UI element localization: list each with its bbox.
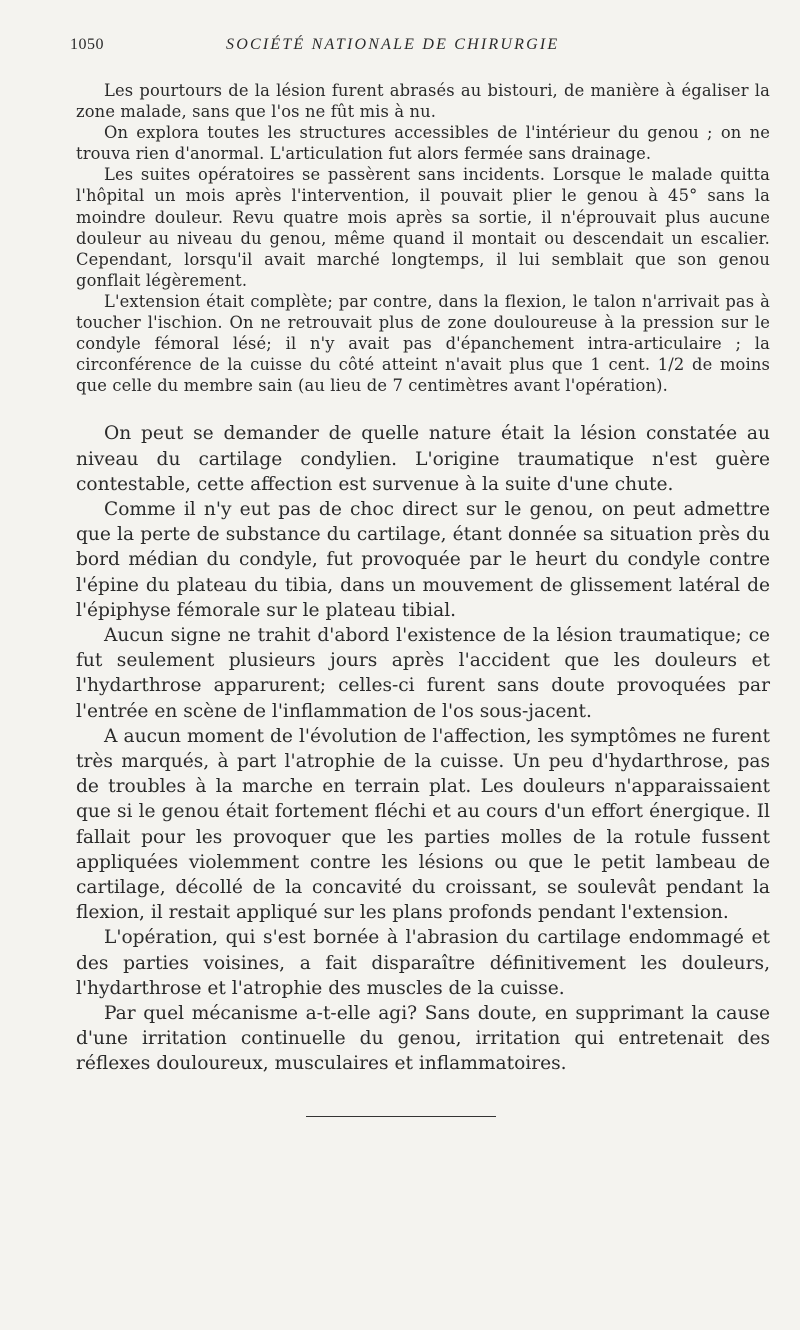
running-title: SOCIÉTÉ NATIONALE DE CHIRURGIE — [226, 36, 560, 53]
small-paragraph: On explora toutes les structures accessibles de l'intérieur du genou ; on ne trouva rien d'anormal. L'articulation fut alors fermée sans drainage. — [76, 123, 770, 164]
small-paragraph: Les suites opératoires se passèrent sans incidents. Lorsque le malade quitta l'hôpital un mois après l'intervention, il pouvait plier le genou à 45° sans la moindre douleur. Revu quatre mois après sa sortie, il n'éprouvait plus aucune douleur au niveau du genou, même quand il montait ou descendait un escalier. Cependant, lorsqu'il avait marché longtemps, il lui semblait que son genou gonflait légèrement. — [76, 165, 770, 290]
body-paragraph: Aucun signe ne trahit d'abord l'existence de la lésion traumatique; ce fut seulement plusieurs jours après l'accident que les douleurs et l'hydarthrose apparurent; celles-ci furent sans doute provoquées par l'entrée en scène de l'inflammation de l'os sous-jacent. — [76, 625, 770, 722]
body-paragraph: Par quel mécanisme a-t-elle agi? Sans doute, en supprimant la cause d'une irritation continuelle du genou, irritation qui entretenait des réflexes douloureux, musculaires et inflammatoires. — [76, 1003, 770, 1075]
end-rule — [306, 1116, 496, 1117]
page-header — [70, 36, 770, 66]
body-paragraph: On peut se demander de quelle nature était la lésion constatée au niveau du cartilage condylien. L'origine traumatique n'est guère contestable, cette affection est survenue à la suite d'une chute. — [76, 423, 770, 495]
page — [70, 36, 770, 1077]
discussion-text — [76, 421, 770, 1076]
small-paragraph: Les pourtours de la lésion furent abrasés au bistouri, de manière à égaliser la zone malade, sans que l'os ne fût mis à nu. — [76, 81, 770, 122]
page-number: 1050 — [70, 36, 104, 53]
body-paragraph: Comme il n'y eut pas de choc direct sur le genou, on peut admettre que la perte de substance du cartilage, étant donnée sa situation près du bord médian du condyle, fut provoquée par le heurt du condyle contre l'épine du plateau du tibia, dans un mouvement de glissement latéral de l'épiphyse fémorale sur le plateau tibial. — [76, 499, 770, 621]
small-paragraph: L'extension était complète; par contre, dans la flexion, le talon n'arrivait pas à toucher l'ischion. On ne retrouvait plus de zone douloureuse à la pression sur le condyle fémoral lésé; il n'y avait pas d'épanchement intra-articulaire ; la circonférence de la cuisse du côté atteint n'avait plus que 1 cent. 1/2 de moins que celle du membre sain (au lieu de 7 centimètres avant l'opération). — [76, 291, 770, 396]
case-report-small-text — [76, 80, 770, 396]
body-paragraph: A aucun moment de l'évolution de l'affection, les symptômes ne furent très marqués, à part l'atrophie de la cuisse. Un peu d'hydarthrose, pas de troubles à la marche en terrain plat. Les douleurs n'apparaissaient que si le genou était fortement fléchi et au cours d'un effort énergique. Il fallait pour les provoquer que les parties molles de la rotule fussent appliquées violemment contre les lésions ou que le petit lambeau de cartilage, décollé de la concavité du croissant, se soulevât pendant la flexion, il restait appliqué sur les plans profonds pendant l'extension. — [76, 725, 770, 924]
body-paragraph: L'opération, qui s'est bornée à l'abrasion du cartilage endommagé et des parties voisines, a fait disparaître définitivement les douleurs, l'hydarthrose et l'atrophie des muscles de la cuisse. — [76, 927, 770, 999]
